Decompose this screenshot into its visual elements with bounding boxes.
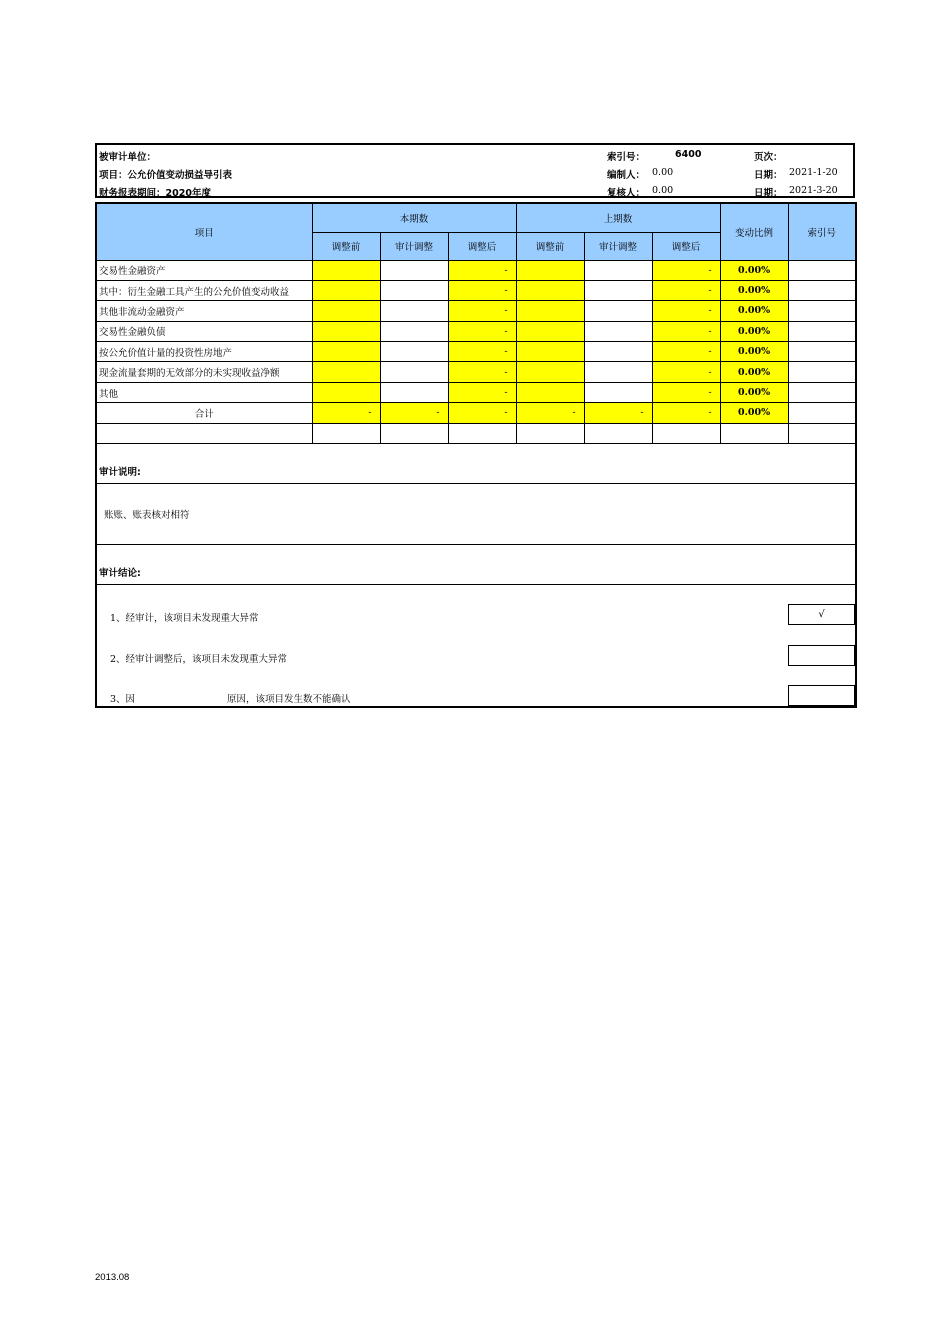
conclusion-item-3-suffix: 原因，该项目发生数不能确认 (227, 694, 351, 706)
date-value-1: 2021-1-20 (789, 167, 838, 178)
cell-cur-before[interactable] (312, 382, 380, 402)
cell-pri-after: - (652, 362, 720, 382)
cell-ratio: 0.00% (720, 342, 788, 362)
cell-index[interactable] (788, 382, 856, 402)
cell-ratio: 0.00% (720, 301, 788, 321)
cell-pri-adj[interactable] (584, 382, 652, 402)
cell-pri-adj[interactable] (584, 260, 652, 280)
row-label: 交易性金融资产 (96, 260, 312, 280)
cell-cur-before[interactable] (312, 321, 380, 341)
cell-index[interactable] (788, 260, 856, 280)
total-cur-adj: - (380, 403, 448, 423)
cell-pri-after: - (652, 280, 720, 300)
table-row (96, 301, 856, 321)
total-label: 合计 (96, 403, 312, 423)
cell-index[interactable] (788, 342, 856, 362)
audited-unit-label: 被审计单位： (99, 152, 157, 163)
sub-audit-adj: 审计调整 (380, 232, 448, 260)
cell-pri-adj[interactable] (584, 301, 652, 321)
cell-cur-adj[interactable] (380, 280, 448, 300)
cell-pri-before[interactable] (516, 342, 584, 362)
total-pri-adj: - (584, 403, 652, 423)
total-row (96, 403, 856, 423)
cell-pri-after: - (652, 342, 720, 362)
cell-ratio: 0.00% (720, 260, 788, 280)
group-prior: 上期数 (516, 203, 720, 232)
reviewer-value: 0.00 (652, 185, 674, 196)
conclusion-area (96, 585, 856, 707)
cell-pri-adj[interactable] (584, 342, 652, 362)
date-value-2: 2021-3-20 (789, 185, 838, 196)
group-current: 本期数 (312, 203, 516, 232)
cell-pri-before[interactable] (516, 260, 584, 280)
sub-before: 调整前 (312, 232, 380, 260)
col-index: 索引号 (788, 203, 856, 260)
cell-index[interactable] (788, 362, 856, 382)
table-row (96, 321, 856, 341)
audit-note-text[interactable]: 账账、账表核对相符 (96, 484, 856, 545)
cell-pri-after: - (652, 301, 720, 321)
cell-ratio: 0.00% (720, 280, 788, 300)
blank-row (96, 423, 856, 443)
cell-ratio: 0.00% (720, 382, 788, 402)
cell-pri-before[interactable] (516, 362, 584, 382)
sub-after: 调整后 (448, 232, 516, 260)
audit-note-title: 审计说明: (96, 444, 856, 484)
cell-pri-adj[interactable] (584, 280, 652, 300)
cell-index[interactable] (788, 301, 856, 321)
total-pri-after: - (652, 403, 720, 423)
cell-cur-adj[interactable] (380, 362, 448, 382)
preparer-value: 0.00 (652, 167, 674, 178)
index-label: 索引号： (607, 152, 646, 163)
table-row (96, 280, 856, 300)
cell-pri-after: - (652, 321, 720, 341)
total-cur-after: - (448, 403, 516, 423)
conclusion-item-2: 2、经审计调整后，该项目未发现重大异常 (110, 654, 288, 666)
cell-index[interactable] (788, 280, 856, 300)
total-ratio: 0.00% (720, 403, 788, 423)
cell-cur-adj[interactable] (380, 260, 448, 280)
worksheet (95, 143, 855, 708)
cell-cur-after: - (448, 382, 516, 402)
conclusion-checkbox-1[interactable]: √ (788, 604, 855, 625)
conclusion-checkbox-2[interactable] (788, 645, 855, 666)
cell-cur-after: - (448, 362, 516, 382)
row-label: 按公允价值计量的投资性房地产 (96, 342, 312, 362)
total-cur-before: - (312, 403, 380, 423)
cell-pri-before[interactable] (516, 301, 584, 321)
index-value: 6400 (675, 149, 702, 160)
row-label: 交易性金融负债 (96, 321, 312, 341)
row-label: 其他 (96, 382, 312, 402)
table-row (96, 260, 856, 280)
col-change-ratio: 变动比例 (720, 203, 788, 260)
row-label: 其中：衍生金融工具产生的公允价值变动收益 (96, 280, 312, 300)
cell-cur-after: - (448, 321, 516, 341)
sub-after: 调整后 (652, 232, 720, 260)
sub-before: 调整前 (516, 232, 584, 260)
cell-cur-after: - (448, 301, 516, 321)
row-label: 其他非流动金融资产 (96, 301, 312, 321)
page-label: 页次： (754, 152, 783, 163)
cell-pri-before[interactable] (516, 280, 584, 300)
conclusion-checkbox-3[interactable] (788, 685, 855, 706)
sub-audit-adj: 审计调整 (584, 232, 652, 260)
table-row (96, 362, 856, 382)
guide-table (95, 202, 857, 708)
cell-cur-before[interactable] (312, 260, 380, 280)
cell-ratio: 0.00% (720, 362, 788, 382)
cell-index[interactable] (788, 321, 856, 341)
table-row (96, 382, 856, 402)
total-pri-before: - (516, 403, 584, 423)
cell-cur-before[interactable] (312, 301, 380, 321)
date-label-1: 日期： (754, 170, 783, 181)
cell-cur-after: - (448, 260, 516, 280)
cell-cur-adj[interactable] (380, 301, 448, 321)
total-index[interactable] (788, 403, 856, 423)
cell-cur-before[interactable] (312, 362, 380, 382)
cell-pri-before[interactable] (516, 382, 584, 402)
preparer-label: 编制人： (607, 170, 646, 181)
footer-version: 2013.08 (95, 1272, 130, 1283)
col-item: 项目 (96, 203, 312, 260)
reviewer-label: 复核人： (607, 188, 646, 199)
date-label-2: 日期： (754, 188, 783, 199)
period-label: 财务报表期间：2020年度 (99, 188, 211, 199)
conclusion-item-1: 1、经审计，该项目未发现重大异常 (110, 613, 259, 625)
cell-cur-after: - (448, 280, 516, 300)
cell-pri-after: - (652, 382, 720, 402)
table-row (96, 342, 856, 362)
cell-cur-before[interactable] (312, 280, 380, 300)
cell-pri-adj[interactable] (584, 362, 652, 382)
row-label: 现金流量套期的无效部分的未实现收益净额 (96, 362, 312, 382)
cell-cur-before[interactable] (312, 342, 380, 362)
cell-cur-adj[interactable] (380, 342, 448, 362)
cell-ratio: 0.00% (720, 321, 788, 341)
cell-cur-adj[interactable] (380, 382, 448, 402)
project-label: 项目：公允价值变动损益导引表 (99, 170, 233, 181)
cell-cur-adj[interactable] (380, 321, 448, 341)
audit-conclusion-title: 审计结论: (96, 545, 856, 585)
cell-pri-before[interactable] (516, 321, 584, 341)
cell-pri-adj[interactable] (584, 321, 652, 341)
header-block (95, 143, 855, 198)
conclusion-item-3-prefix: 3、因 (110, 694, 136, 706)
cell-cur-after: - (448, 342, 516, 362)
cell-pri-after: - (652, 260, 720, 280)
